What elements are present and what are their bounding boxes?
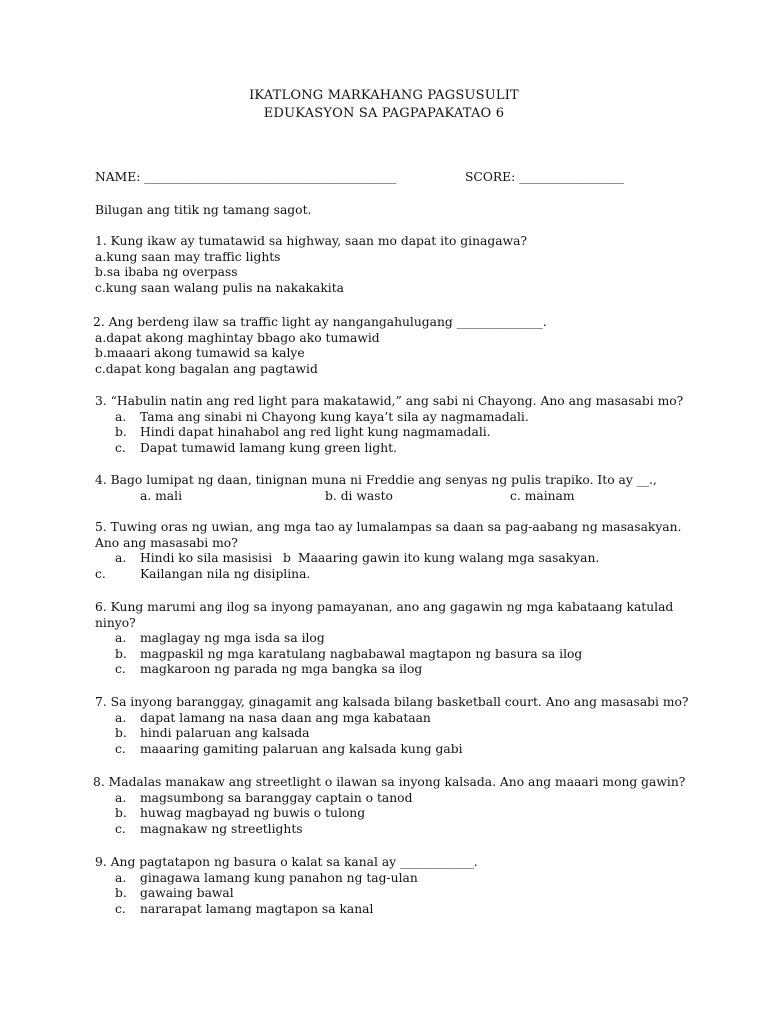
choice-text: magpaskil ng mga karatulang nagbabawal magtapon ng basura sa ilog: [140, 646, 583, 661]
choice-c[interactable]: [95, 742, 695, 758]
choice-text: dapat lamang na nasa daan ang mga kabataan: [140, 710, 431, 725]
choice-c[interactable]: c.dapat kong bagalan ang pagtawid: [95, 361, 318, 376]
choice-a[interactable]: [95, 410, 695, 426]
question-stem: 8. Madalas manakaw ang streetlight o ilawan sa inyong kalsada. Ano ang maaari mong gawin?: [93, 775, 686, 789]
choice-c[interactable]: [95, 662, 715, 678]
question-9: [95, 855, 695, 917]
choice-letter: c.: [115, 440, 126, 455]
question-5: [95, 520, 715, 582]
instruction: Bilugan ang titik ng tamang sagot.: [95, 203, 312, 217]
choice-b[interactable]: [95, 425, 695, 441]
choice-c[interactable]: [95, 441, 695, 457]
choice-text: maaaring gamiting palaruan ang kalsada kung gabi: [140, 741, 463, 756]
choice-text: gawaing bawal: [140, 886, 234, 901]
choice-letter: c.: [115, 662, 126, 677]
question-4: [95, 473, 695, 504]
choice-text: Kailangan nila ng disiplina.: [140, 566, 311, 581]
choice-text: Hindi dapat hinahabol ang red light kung nagmamadali.: [140, 425, 491, 440]
choice-a[interactable]: a.dapat akong maghintay bbago ako tumawid: [95, 330, 380, 345]
choice-b[interactable]: Maaaring gawin ito kung walang mga sasakyan.: [298, 551, 600, 566]
choice-letter: c.: [115, 821, 126, 836]
choice-text: magsumbong sa baranggay captain o tanod: [140, 790, 413, 805]
choice-a[interactable]: [95, 791, 693, 807]
choice-a[interactable]: [95, 871, 695, 887]
choice-letter: a.: [115, 870, 127, 885]
question-stem: 3. “Habulin natin ang red light para makatawid,” ang sabi ni Chayong. Ano ang masasabi mo?: [95, 394, 684, 408]
choice-text: maglagay ng mga isda sa ilog: [140, 631, 325, 646]
choice-text: hindi palaruan ang kalsada: [140, 726, 310, 741]
choice-a[interactable]: a. mali: [140, 488, 183, 503]
question-stem: 4. Bago lumipat ng daan, tinignan muna ni Freddie ang senyas ng pulis trapiko. Ito ay __.,: [95, 473, 657, 487]
choice-b[interactable]: b. di wasto: [325, 488, 393, 503]
question-stem: 5. Tuwing oras ng uwian, ang mga tao ay lumalampas sa daan sa pag-aabang ng masasakyan.: [95, 520, 682, 534]
choice-text: magkaroon ng parada ng mga bangka sa ilog: [140, 662, 423, 677]
choice-a[interactable]: a.kung saan may traffic lights: [95, 249, 281, 264]
question-stem: 7. Sa inyong baranggay, ginagamit ang kalsada bilang basketball court. Ano ang masasabi mo?: [95, 695, 689, 709]
choice-c[interactable]: c. mainam: [510, 488, 575, 503]
question-stem: 6. Kung marumi ang ilog sa inyong pamayanan, ano ang gagawin ng mga kabataang katulad: [95, 600, 674, 614]
choice-letter: b.: [115, 425, 127, 440]
choice-b[interactable]: [95, 886, 695, 902]
name-label: NAME:: [95, 170, 141, 184]
choice-letter: b.: [115, 886, 127, 901]
choice-text: magnakaw ng streetlights: [140, 821, 303, 836]
choice-letter: a.: [115, 409, 127, 424]
question-stem: 9. Ang pagtatapon ng basura o kalat sa kanal ay ____________.: [95, 855, 478, 869]
choice-c[interactable]: [95, 567, 715, 583]
choice-letter: a.: [115, 790, 127, 805]
choice-b[interactable]: [95, 647, 715, 663]
choice-a[interactable]: [95, 631, 715, 647]
choice-letter: b.: [115, 646, 127, 661]
question-stem: 1. Kung ikaw ay tumatawid sa highway, saan mo dapat ito ginagawa?: [95, 234, 527, 248]
question-stem-cont: Ano ang masasabi mo?: [95, 535, 238, 550]
question-7: [95, 695, 695, 757]
choice-letter: a.: [115, 631, 127, 646]
choice-text: Dapat tumawid lamang kung green light.: [140, 440, 398, 455]
choice-text: nararapat lamang magtapon sa kanal: [140, 901, 374, 916]
choice-b[interactable]: [95, 726, 695, 742]
choice-letter: a.: [115, 551, 127, 566]
choice-letter: c.: [95, 566, 106, 581]
choice-letter: c.: [115, 901, 126, 916]
choice-a[interactable]: [95, 711, 695, 727]
choice-row: [95, 489, 695, 505]
choice-text: ginagawa lamang kung panahon ng tag-ulan: [140, 870, 418, 885]
choice-letter: b.: [115, 726, 127, 741]
choice-a[interactable]: Hindi ko sila masisisi: [140, 551, 273, 566]
choice-letter: b.: [115, 806, 127, 821]
choice-letter: a.: [115, 710, 127, 725]
choice-row-ab: [95, 551, 715, 567]
question-3: [95, 394, 695, 456]
choice-b[interactable]: b.maaari akong tumawid sa kalye: [95, 346, 305, 361]
score-field[interactable]: [465, 170, 624, 186]
choice-letter: b: [283, 551, 291, 566]
choice-c[interactable]: c.kung saan walang pulis na nakakakita: [95, 280, 344, 295]
choice-b[interactable]: b.sa ibaba ng overpass: [95, 265, 238, 280]
exam-title: IKATLONG MARKAHANG PAGSUSULIT: [249, 88, 519, 103]
question-1: [95, 234, 695, 296]
score-blank: _________________: [519, 170, 624, 184]
choice-text: Tama ang sinabi ni Chayong kung kaya’t sila ay nagmamadali.: [140, 409, 529, 424]
choice-c[interactable]: [95, 902, 695, 918]
name-blank: _________________________________________: [144, 170, 397, 184]
choice-c[interactable]: [95, 822, 693, 838]
score-label: SCORE:: [465, 170, 516, 184]
question-stem-cont: ninyo?: [95, 615, 136, 630]
exam-subject: EDUKASYON SA PAGPAPAKATAO 6: [263, 106, 505, 121]
question-2: [93, 315, 693, 377]
question-stem: 2. Ang berdeng ilaw sa traffic light ay nangangahulugang ______________.: [93, 315, 547, 329]
question-8: [93, 775, 693, 837]
name-field[interactable]: [95, 170, 396, 186]
choice-b[interactable]: [95, 806, 693, 822]
choice-letter: c.: [115, 741, 126, 756]
choice-text: huwag magbayad ng buwis o tulong: [140, 806, 366, 821]
question-6: [95, 600, 715, 678]
